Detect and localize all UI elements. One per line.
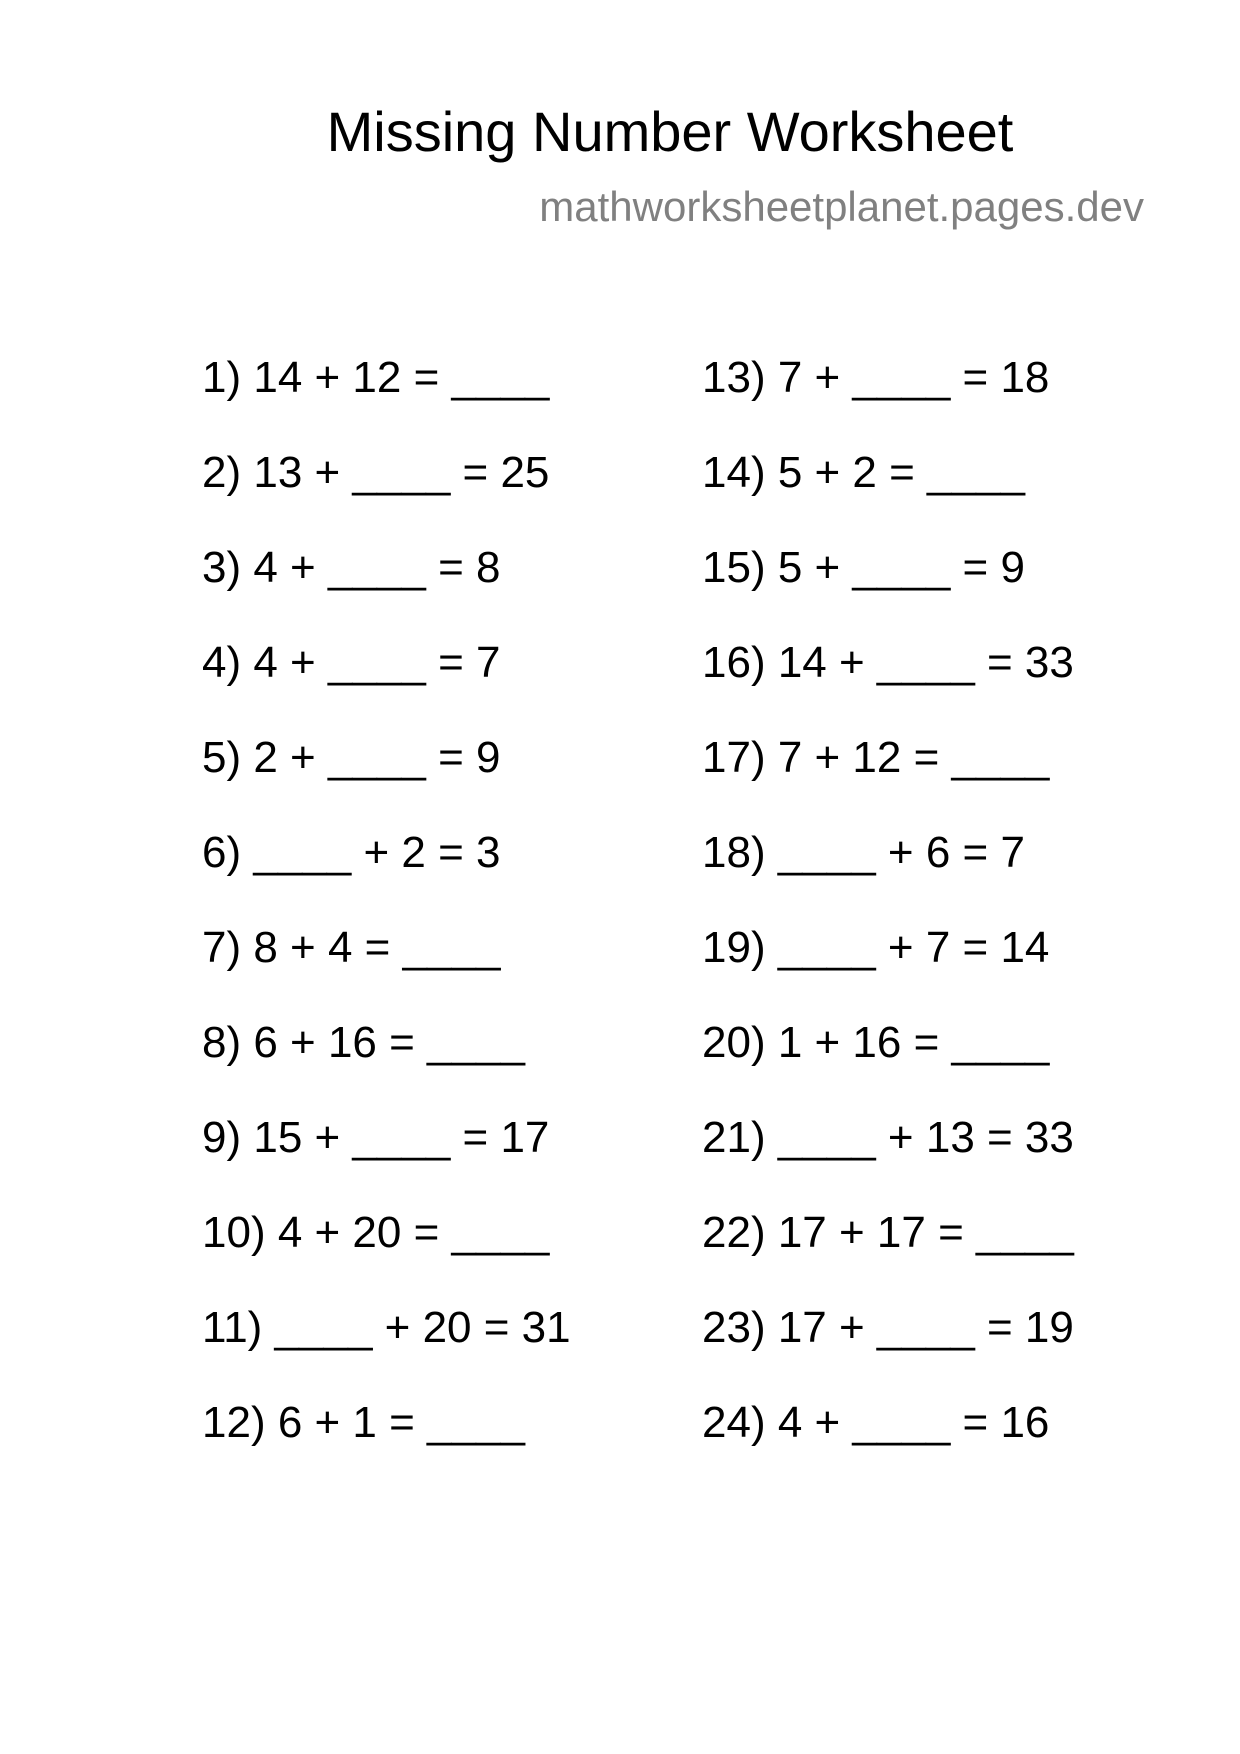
problem-20: 20) 1 + 16 = ____ (702, 1018, 1050, 1067)
problem-11: 11) ____ + 20 = 31 (202, 1303, 571, 1352)
problem-9: 9) 15 + ____ = 17 (202, 1113, 550, 1162)
problem-24: 24) 4 + ____ = 16 (702, 1398, 1050, 1447)
problem-19: 19) ____ + 7 = 14 (702, 923, 1050, 972)
problem-4: 4) 4 + ____ = 7 (202, 638, 501, 687)
problem-8: 8) 6 + 16 = ____ (202, 1018, 525, 1067)
problem-column-left (202, 352, 571, 1492)
problem-17: 17) 7 + 12 = ____ (702, 733, 1050, 782)
site-url: mathworksheetplanet.pages.dev (539, 183, 1144, 230)
problem-1: 1) 14 + 12 = ____ (202, 353, 550, 402)
problem-15: 15) 5 + ____ = 9 (702, 543, 1025, 592)
problem-21: 21) ____ + 13 = 33 (702, 1113, 1074, 1162)
problem-3: 3) 4 + ____ = 8 (202, 543, 501, 592)
problem-7: 7) 8 + 4 = ____ (202, 923, 501, 972)
problem-14: 14) 5 + 2 = ____ (702, 448, 1025, 497)
worksheet-title: Missing Number Worksheet (326, 100, 1014, 163)
problem-column-right (702, 352, 1074, 1492)
problem-22: 22) 17 + 17 = ____ (702, 1208, 1074, 1257)
problem-6: 6) ____ + 2 = 3 (202, 828, 501, 877)
problem-10: 10) 4 + 20 = ____ (202, 1208, 550, 1257)
problem-12: 12) 6 + 1 = ____ (202, 1398, 525, 1447)
problem-13: 13) 7 + ____ = 18 (702, 353, 1050, 402)
problem-2: 2) 13 + ____ = 25 (202, 448, 550, 497)
problem-16: 16) 14 + ____ = 33 (702, 638, 1074, 687)
problem-23: 23) 17 + ____ = 19 (702, 1303, 1074, 1352)
problem-18: 18) ____ + 6 = 7 (702, 828, 1025, 877)
problem-5: 5) 2 + ____ = 9 (202, 733, 501, 782)
